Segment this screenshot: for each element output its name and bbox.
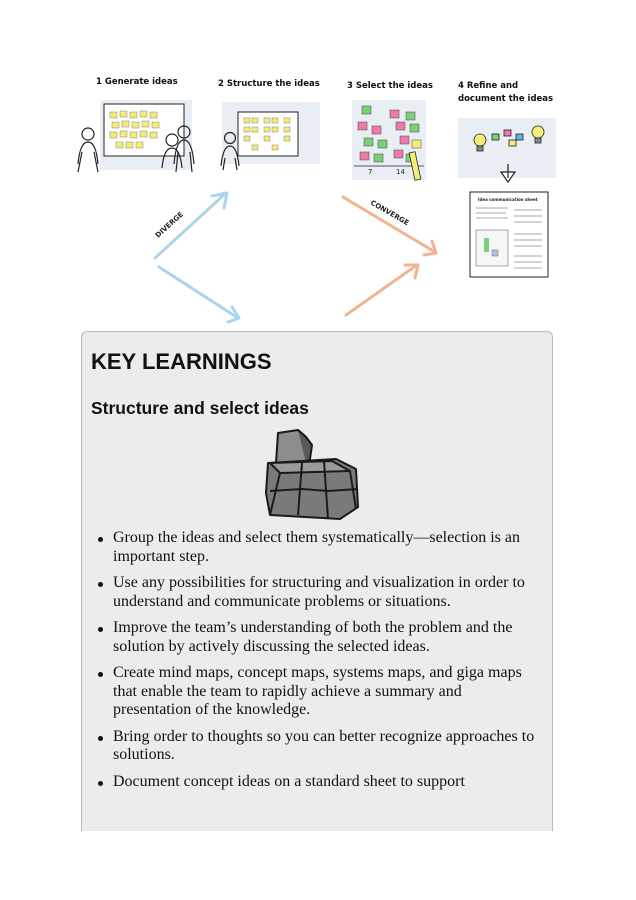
- step-2-label: 2 Structure the ideas: [218, 79, 320, 89]
- list-item: Improve the team’s understanding of both the problem and the solution by actively discussing the selected ideas.: [92, 619, 542, 656]
- list-item: Use any possibilities for structuring and visualization in order to understand and communicate problems or situations.: [92, 574, 542, 611]
- sheet-title: Idea communication sheet: [478, 197, 538, 202]
- step-3-label: 3 Select the ideas: [347, 81, 433, 91]
- converge-label: CONVERGE: [369, 198, 411, 228]
- select-ideas-icon: [352, 100, 426, 180]
- step-1-label: 1 Generate ideas: [96, 77, 178, 87]
- step-4-label: 4 Refine and document the ideas: [458, 81, 554, 104]
- diverge-arrows: [155, 193, 239, 322]
- list-item: Create mind maps, concept maps, systems maps, and giga maps that enable the team to rapidly achieve a summary and presentation of the knowledge.: [92, 664, 542, 720]
- key-learnings-title: KEY LEARNINGS: [91, 349, 272, 374]
- refine-ideas-icon: [458, 118, 556, 277]
- counter-right: 14: [396, 168, 405, 176]
- building-blocks-icon: [262, 427, 374, 527]
- key-learnings-list: [92, 529, 542, 799]
- diverge-label: DIVERGE: [153, 210, 186, 240]
- structure-ideas-icon: [221, 102, 320, 170]
- process-drawing: [60, 60, 580, 325]
- list-item: Document concept ideas on a standard sheet to support: [92, 773, 542, 792]
- key-learnings-subtitle: Structure and select ideas: [91, 398, 309, 418]
- key-learnings-box: [81, 331, 553, 831]
- list-item: Group the ideas and select them systematically—selection is an important step.: [92, 529, 542, 566]
- process-illustration: [60, 60, 580, 325]
- list-item: Bring order to thoughts so you can better recognize approaches to solutions.: [92, 728, 542, 765]
- generate-ideas-icon: [78, 100, 194, 172]
- counter-left: 7: [368, 168, 373, 176]
